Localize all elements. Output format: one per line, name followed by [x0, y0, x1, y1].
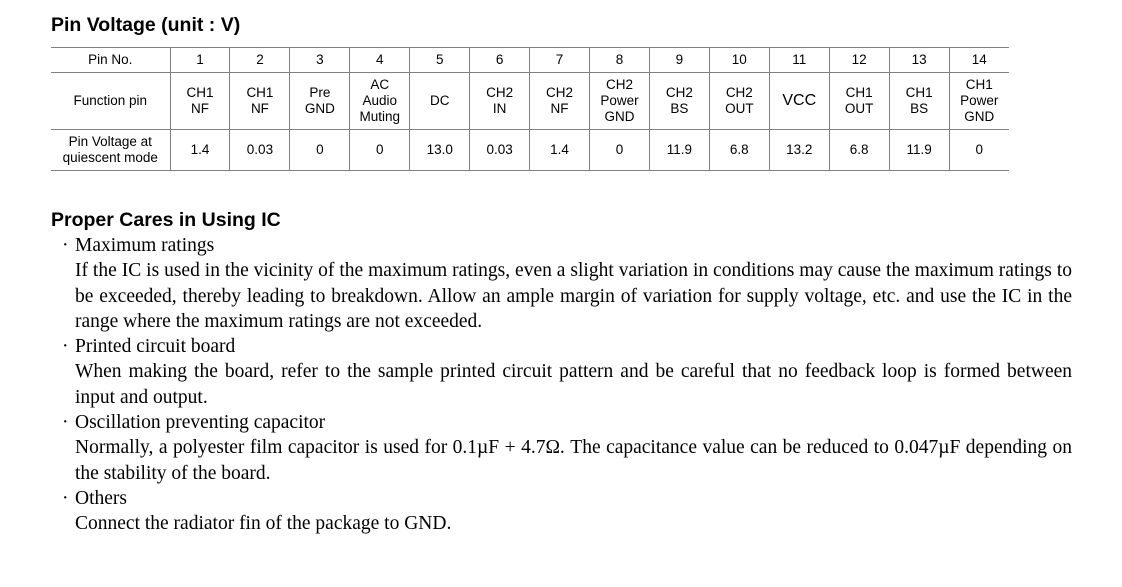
pin-number-cell: 13 — [889, 48, 949, 73]
bullet: · — [62, 235, 69, 256]
pin-number-cell: 5 — [410, 48, 470, 73]
care-item-others — [62, 486, 1072, 537]
pin-number-cell: 4 — [350, 48, 410, 73]
bullet: · — [62, 336, 69, 358]
voltage-cell: 11.9 — [889, 130, 949, 171]
voltage-cell: 0.03 — [230, 130, 290, 171]
voltage-cell: 11.9 — [649, 130, 709, 171]
pin-voltage-table — [51, 47, 1009, 171]
voltage-cell: 13.0 — [410, 130, 470, 171]
function-cell: CH2 IN — [470, 73, 530, 130]
voltage-cell: 0.03 — [470, 130, 530, 171]
bullet: · — [62, 487, 69, 509]
care-heading: Printed circuit board — [75, 336, 236, 358]
voltage-cell: 6.8 — [829, 130, 889, 171]
pin-number-row — [51, 48, 1009, 73]
function-cell: CH1 NF — [230, 73, 290, 130]
pin-number-cell: 10 — [709, 48, 769, 73]
row-header-pin-no: Pin No. — [51, 48, 170, 73]
function-cell: CH2 Power GND — [590, 73, 650, 130]
voltage-cell: 0 — [949, 130, 1009, 171]
function-cell: CH2 OUT — [709, 73, 769, 130]
pin-number-cell: 6 — [470, 48, 530, 73]
pin-number-cell: 7 — [530, 48, 590, 73]
function-cell: CH1 Power GND — [949, 73, 1009, 130]
function-cell: CH1 BS — [889, 73, 949, 130]
voltage-cell: 1.4 — [530, 130, 590, 171]
care-heading: Others — [75, 487, 127, 509]
function-cell: Pre GND — [290, 73, 350, 130]
pin-number-cell: 2 — [230, 48, 290, 73]
pin-number-cell: 1 — [170, 48, 230, 73]
pin-voltage-row — [51, 130, 1009, 171]
function-cell: CH2 NF — [530, 73, 590, 130]
function-cell: DC — [410, 73, 470, 130]
pin-voltage-title: Pin Voltage (unit : V) — [51, 14, 241, 36]
pin-number-cell: 12 — [829, 48, 889, 73]
care-body: Normally, a polyester film capacitor is used for 0.1µF + 4.7Ω. The capacitance value can be reduced to 0.047µF depending on the stability of the board. — [75, 437, 1072, 484]
voltage-cell: 6.8 — [709, 130, 769, 171]
care-heading: Maximum ratings — [75, 235, 215, 256]
care-item-oscillation-capacitor — [62, 410, 1072, 486]
care-heading: Oscillation preventing capacitor — [75, 412, 326, 434]
voltage-cell: 0 — [590, 130, 650, 171]
row-header-function: Function pin — [51, 73, 170, 130]
pin-number-cell: 3 — [290, 48, 350, 73]
function-cell: CH2 BS — [649, 73, 709, 130]
voltage-cell: 0 — [350, 130, 410, 171]
voltage-cell: 1.4 — [170, 130, 230, 171]
function-cell: CH1 NF — [170, 73, 230, 130]
care-body: When making the board, refer to the sample printed circuit pattern and be careful that no feedback loop is formed between input and output. — [75, 361, 1072, 408]
function-cell-vcc: VCC — [769, 73, 829, 130]
pin-number-cell: 11 — [769, 48, 829, 73]
function-pin-row — [51, 73, 1009, 130]
proper-cares-list — [62, 233, 1072, 537]
function-cell: CH1 OUT — [829, 73, 889, 130]
voltage-cell: 0 — [290, 130, 350, 171]
pin-number-cell: 14 — [949, 48, 1009, 73]
care-body: Connect the radiator fin of the package to GND. — [75, 513, 452, 535]
function-cell: AC Audio Muting — [350, 73, 410, 130]
voltage-cell: 13.2 — [769, 130, 829, 171]
pin-number-cell: 9 — [649, 48, 709, 73]
pin-number-cell: 8 — [590, 48, 650, 73]
care-item-maximum-ratings — [62, 233, 1072, 334]
proper-cares-title: Proper Cares in Using IC — [51, 209, 281, 231]
care-item-printed-circuit-board — [62, 334, 1072, 410]
care-body: If the IC is used in the vicinity of the maximum ratings, even a slight variation in conditions may cause the maximum ratings to be exceeded, thereby leading to breakdown. Allow an ample margin of variation for supply voltage, etc. and use the IC in the range where the maximum ratings are not exceeded. — [75, 260, 1072, 332]
row-header-voltage: Pin Voltage at quiescent mode — [51, 130, 170, 171]
bullet: · — [62, 412, 69, 434]
